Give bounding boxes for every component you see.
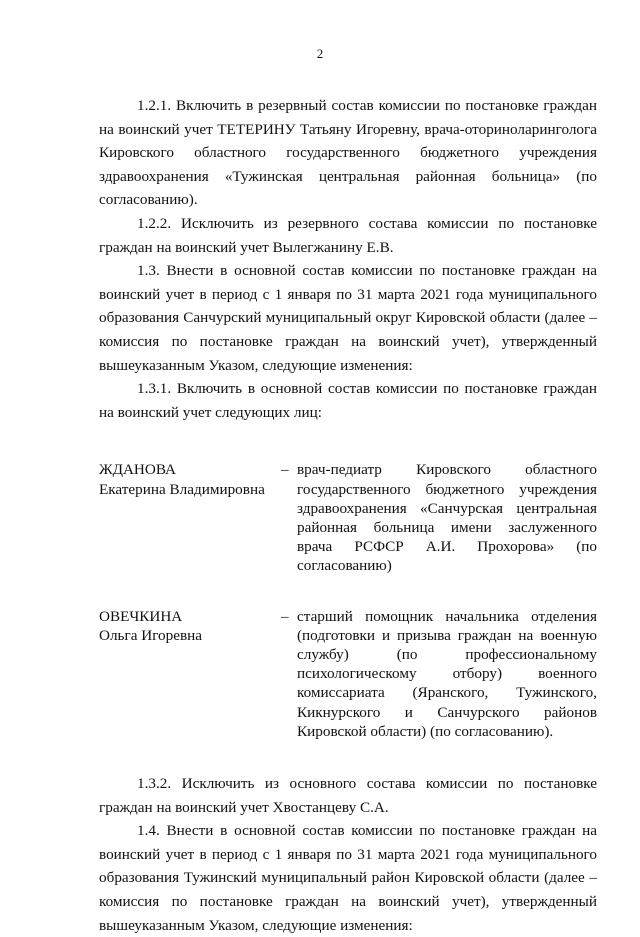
member-surname: ЖДАНОВА (99, 461, 177, 479)
document-body (99, 94, 597, 937)
member-list (99, 460, 597, 741)
member-given-names: Ольга Игоревна (99, 626, 203, 644)
member-entry (99, 460, 597, 575)
paragraph-1-3-2: 1.3.2. Исключить из основного состава комиссии по постановке граждан на воинский учет Хвостанцеву С.А. (99, 774, 597, 816)
member-surname: ОВЕЧКИНА (99, 607, 183, 625)
member-name (99, 607, 281, 645)
member-dash: – (281, 607, 289, 625)
paragraphs-after (99, 772, 597, 937)
paragraph-1-3-1: 1.3.1. Включить в основной состав комиссии по постановке граждан на воинский учет следующих лиц: (99, 380, 597, 421)
member-entry (99, 607, 597, 741)
member-description: врач-педиатр Кировского областного государственного бюджетного учреждения здравоохранения «Санчурская центральная районная больница имени заслуженного врача РСФСР А.И. Прохорова» (по согласованию) (297, 461, 597, 575)
page-number: 2 (316, 46, 324, 61)
member-given-names: Екатерина Владимировна (99, 480, 265, 498)
member-description: старший помощник начальника отделения (подготовки и призыва граждан на военную службу) (по профессиональному психологическому отбору) военного комиссариата (Яранского, Тужинского, Кикнурского и Санчурского районов Кировской области) (по согласованию). (297, 607, 597, 740)
member-name (99, 460, 281, 498)
member-dash: – (281, 461, 289, 479)
paragraph-1-2-1: 1.2.1. Включить в резервный состав комиссии по постановке граждан на воинский учет ТЕТЕРИНУ Татьяну Игоревну, врача-оториноларинголога Кировского областного государственного бюджетного учреждения здравоохранения «Тужинская центральная районная больница» (по согласованию). (99, 97, 597, 209)
paragraph-1-2-2: 1.2.2. Исключить из резервного состава комиссии по постановке граждан на воинский учет Вылегжанину Е.В. (99, 214, 597, 256)
paragraph-1-4: 1.4. Внести в основной состав комиссии по постановке граждан на воинский учет в период с 1 января по 31 марта 2021 года муниципального образования Тужинский муниципальный район Кировской области (далее – комиссия по постановке граждан на воинский учет), утвержденный вышеуказанным Указом, следующие изменения: (99, 822, 597, 934)
paragraph-1-3: 1.3. Внести в основной состав комиссии по постановке граждан на воинский учет в период с 1 января по 31 марта 2021 года муниципального образования Санчурский муниципальный округ Кировской области (далее – комиссия по постановке граждан на воинский учет), утвержденный вышеуказанным Указом, следующие изменения: (99, 262, 597, 374)
